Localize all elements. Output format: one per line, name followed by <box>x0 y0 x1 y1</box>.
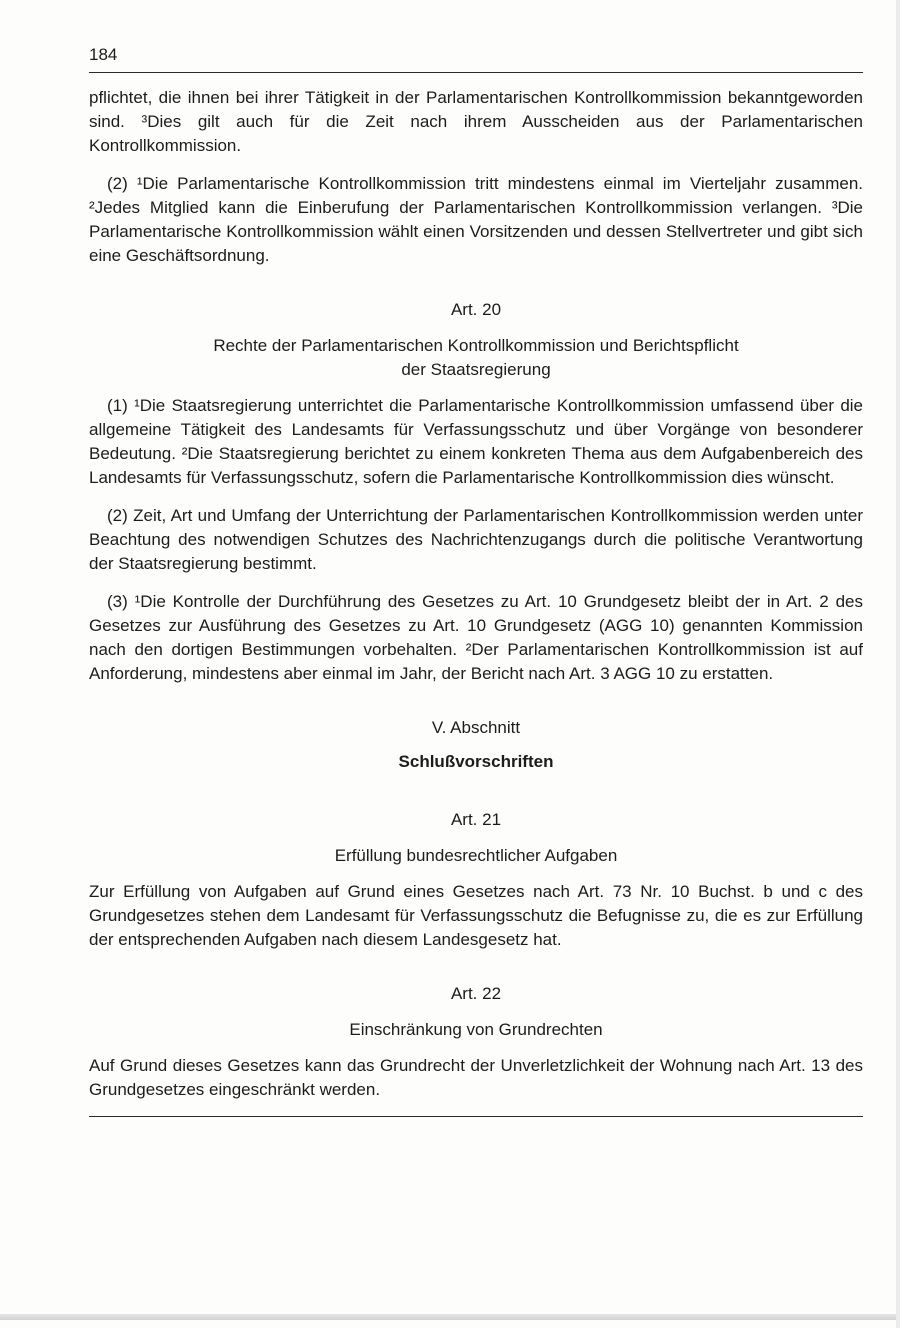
art21-title: Erfüllung bundesrechtlicher Aufgaben <box>334 846 618 865</box>
section-number: V. Abschnitt <box>431 718 521 737</box>
art22-number: Art. 22 <box>450 984 502 1003</box>
page-content <box>89 44 863 1117</box>
scan-edge-bottom <box>0 1314 900 1320</box>
art20-paragraph-2: (2) Zeit, Art und Umfang der Unterrichtung der Parlamentarischen Kontrollkommission werden unter Beachtung des notwendigen Schutzes des Nachrichtenzugangs durch die politische Verantwortung der Staatsregierung bestimmt. <box>89 506 863 573</box>
art20-title-line1: Rechte der Parlamentarischen Kontrollkommission und Berichtspflicht <box>213 336 739 355</box>
art20-title-line2: der Staatsregierung <box>401 360 551 379</box>
scan-edge-right <box>896 0 900 1328</box>
continuation-paragraph: pflichtet, die ihnen bei ihrer Tätigkeit in der Parlamentarischen Kontrollkommission bekanntgeworden sind. ³Dies gilt auch für die Zeit nach ihrem Ausscheiden aus der Parlamentarischen Kontrollkommission. <box>89 88 863 155</box>
footer-rule <box>89 1116 863 1117</box>
art20-paragraph-1: (1) ¹Die Staatsregierung unterrichtet die Parlamentarische Kontrollkommission umfassend über die allgemeine Tätigkeit des Landesamts für Verfassungsschutz und über Vorgänge von besonderer Bedeutung. ²Die Staatsregierung berichtet zu einem konkreten Thema aus dem Aufgabenbereich des Landesamts für Verfassungsschutz, sofern die Parlamentarische Kontrollkommission dies wünscht. <box>89 396 863 487</box>
art22-paragraph: Auf Grund dieses Gesetzes kann das Grundrecht der Unverletzlichkeit der Wohnung nach Art. 13 des Grundgesetzes eingeschränkt werden. <box>89 1056 863 1099</box>
art19-paragraph-2: (2) ¹Die Parlamentarische Kontrollkommission tritt mindestens einmal im Vierteljahr zusammen. ²Jedes Mitglied kann die Einberufung der Parlamentarischen Kontrollkommission verlangen. ³Die Parlamentarische Kontrollkommission wählt einen Vorsitzenden und dessen Stellvertreter und gibt sich eine Geschäftsordnung. <box>89 174 863 265</box>
section-title: Schlußvorschriften <box>398 752 554 771</box>
page-number: 184 <box>89 45 118 64</box>
art20-number: Art. 20 <box>450 300 502 319</box>
art21-number: Art. 21 <box>450 810 502 829</box>
art20-paragraph-3: (3) ¹Die Kontrolle der Durchführung des Gesetzes zu Art. 10 Grundgesetz bleibt der in Art. 2 des Gesetzes zur Ausführung des Gesetzes zu Art. 10 Grundgesetz (AGG 10) genannten Kommission nach den dortigen Bestimmungen vorbehalten. ²Der Parlamentarischen Kontrollkommission ist auf Anforderung, mindestens aber einmal im Jahr, der Bericht nach Art. 3 AGG 10 zu erstatten. <box>89 592 863 683</box>
art21-paragraph: Zur Erfüllung von Aufgaben auf Grund eines Gesetzes nach Art. 73 Nr. 10 Buchst. b und c des Grundgesetzes stehen dem Landesamt für Verfassungsschutz die Befugnisse zu, die es zur Erfüllung der entsprechenden Aufgaben nach diesem Landesgesetz hat. <box>89 882 863 949</box>
header-rule <box>89 72 863 73</box>
art22-title: Einschränkung von Grundrechten <box>349 1020 603 1039</box>
